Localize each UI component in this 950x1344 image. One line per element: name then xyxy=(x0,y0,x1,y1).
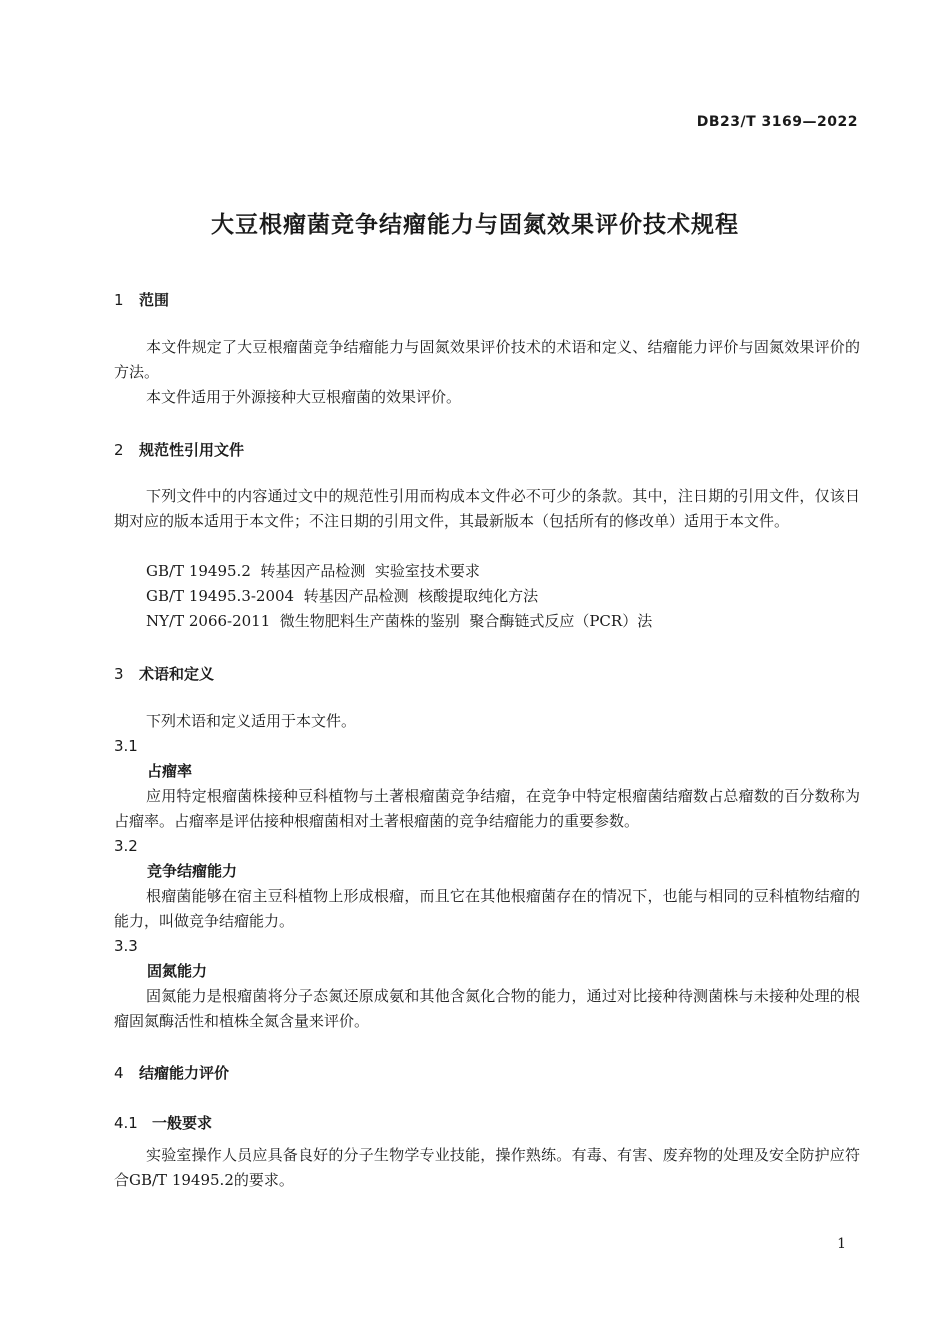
term-name: 竞争结瘤能力 xyxy=(147,862,238,880)
section-number: 1 xyxy=(114,291,124,309)
term-definition: 应用特定根瘤菌株接种豆科植物与土著根瘤菌竞争结瘤，在竞争中特定根瘤菌结瘤数占总瘤数的百分数称为占瘤率。占瘤率是评估接种根瘤菌相对土著根瘤菌的竞争结瘤能力的重要参数。 xyxy=(114,787,860,830)
reference-item: NY/T 2066-2011 微生物肥料生产菌株的鉴别 聚合酶链式反应（PCR）法 xyxy=(146,612,653,630)
general-requirements-paragraph: 实验室操作人员应具备良好的分子生物学专业技能，操作熟练。有毒、有害、废弃物的处理及安全防护应符合GB/T 19495.2的要求。 xyxy=(114,1146,860,1189)
section-number: 4 xyxy=(114,1064,124,1082)
term-number: 3.1 xyxy=(114,737,138,755)
term-number: 3.2 xyxy=(114,837,138,855)
scope-applicability-paragraph: 本文件适用于外源接种大豆根瘤菌的效果评价。 xyxy=(146,388,462,406)
subsection-number: 4.1 xyxy=(114,1114,138,1132)
subsection-4-1-heading xyxy=(114,1112,212,1133)
terms-intro-paragraph: 下列术语和定义适用于本文件。 xyxy=(146,712,357,730)
section-1-heading xyxy=(114,289,169,310)
subsection-title: 一般要求 xyxy=(152,1114,213,1132)
section-title: 术语和定义 xyxy=(139,665,215,683)
section-title: 规范性引用文件 xyxy=(139,441,245,459)
section-number: 2 xyxy=(114,441,124,459)
term-definition: 根瘤菌能够在宿主豆科植物上形成根瘤，而且它在其他根瘤菌存在的情况下，也能与相同的豆科植物结瘤的能力，叫做竞争结瘤能力。 xyxy=(114,887,860,930)
scope-paragraph: 本文件规定了大豆根瘤菌竞争结瘤能力与固氮效果评价技术的术语和定义、结瘤能力评价与固氮效果评价的方法。 xyxy=(114,338,860,381)
page-number: 1 xyxy=(837,1236,846,1252)
term-name: 固氮能力 xyxy=(147,962,208,980)
document-code: DB23/T 3169—2022 xyxy=(696,114,858,130)
reference-item: GB/T 19495.2 转基因产品检测 实验室技术要求 xyxy=(146,562,480,580)
term-number: 3.3 xyxy=(114,937,138,955)
section-3-heading xyxy=(114,663,214,684)
term-definition: 固氮能力是根瘤菌将分子态氮还原成氨和其他含氮化合物的能力，通过对比接种待测菌株与未接种处理的根瘤固氮酶活性和植株全氮含量来评价。 xyxy=(114,987,860,1030)
section-title: 范围 xyxy=(139,291,170,309)
section-title: 结瘤能力评价 xyxy=(139,1064,230,1082)
term-name: 占瘤率 xyxy=(147,762,193,780)
section-2-heading xyxy=(114,439,244,460)
document-title: 大豆根瘤菌竞争结瘤能力与固氮效果评价技术规程 xyxy=(211,212,739,238)
reference-item: GB/T 19495.3-2004 转基因产品检测 核酸提取纯化方法 xyxy=(146,587,539,605)
section-number: 3 xyxy=(114,665,124,683)
normative-references-paragraph: 下列文件中的内容通过文中的规范性引用而构成本文件必不可少的条款。其中，注日期的引用文件，仅该日期对应的版本适用于本文件；不注日期的引用文件，其最新版本（包括所有的修改单）适用于本文件。 xyxy=(114,487,860,530)
section-4-heading xyxy=(114,1062,229,1083)
